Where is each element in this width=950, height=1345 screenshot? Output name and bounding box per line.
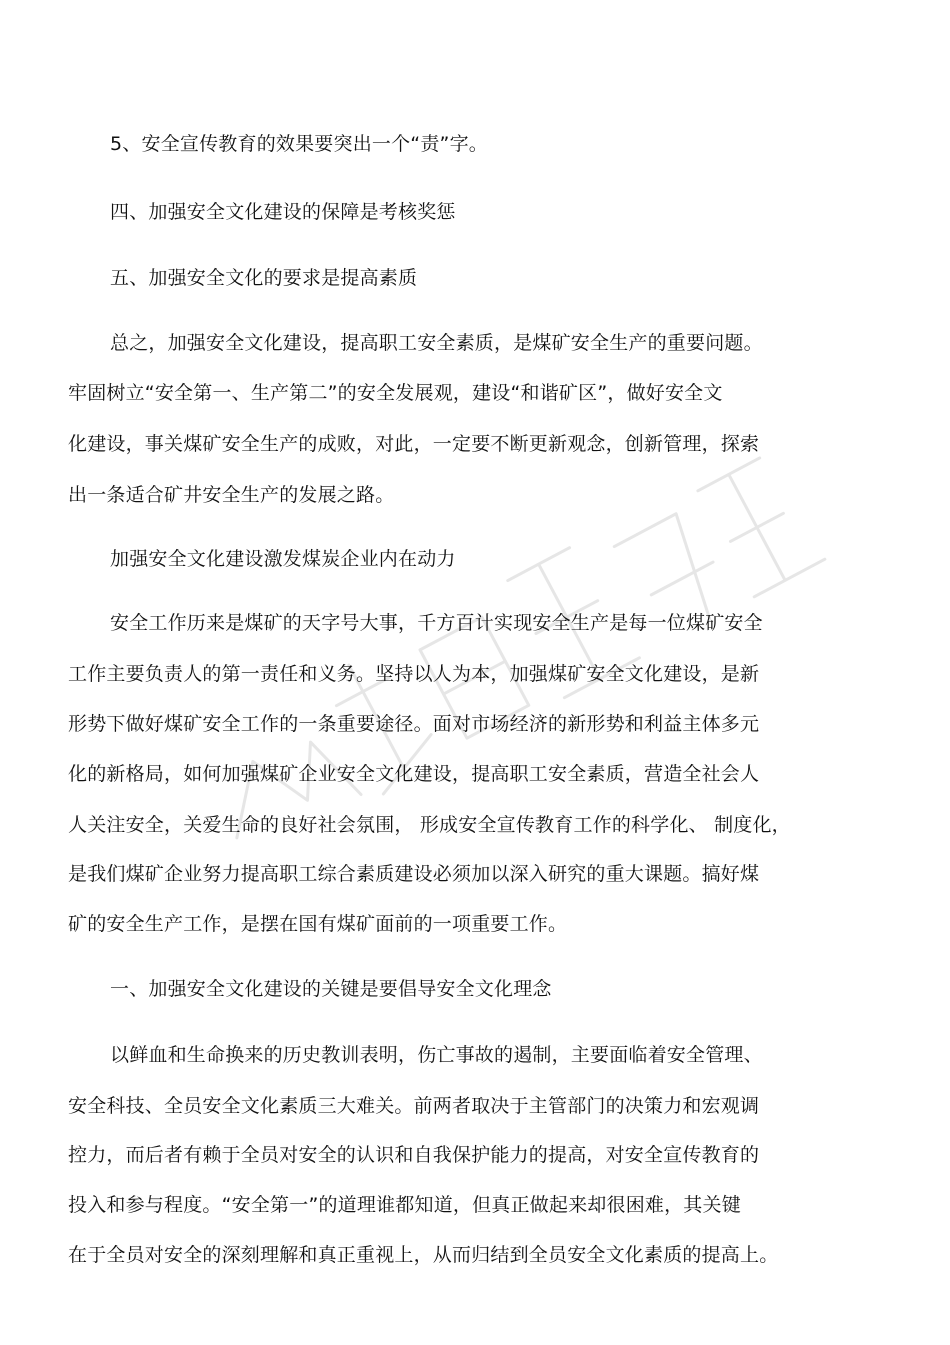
paragraph-line: 安全科技、全员安全文化素质三大难关。前两者取决于主管部门的决策力和宏观调 (68, 1095, 760, 1117)
paragraph-line: 以鲜血和生命换来的历史教训表明，伤亡事故的遏制，主要面临着安全管理、 (110, 1044, 763, 1066)
heading-section-4: 四、加强安全文化建设的保障是考核奖惩 (110, 201, 456, 223)
paragraph-line: 在于全员对安全的深刻理解和真正重视上，从而归结到全员安全文化素质的提高上。 (68, 1244, 779, 1266)
heading-section-5: 五、加强安全文化的要求是提高素质 (110, 267, 418, 289)
paragraph-line: 化的新格局，如何加强煤矿企业安全文化建设，提高职工安全素质，营造全社会人 (68, 763, 760, 785)
paragraph-line: 投入和参与程度。“安全第一”的道理谁都知道，但真正做起来却很困难，其关键 (68, 1194, 741, 1216)
paragraph-line: 出一条适合矿井安全生产的发展之路。 (68, 484, 395, 506)
paragraph-line: 矿的安全生产工作，是摆在国有煤矿面前的一项重要工作。 (68, 913, 568, 935)
heading-section-1: 一、加强安全文化建设的关键是要倡导安全文化理念 (110, 978, 552, 1000)
paragraph-line: 控力，而后者有赖于全员对安全的认识和自我保护能力的提高，对安全宣传教育的 (68, 1144, 760, 1166)
paragraph-line: 总之，加强安全文化建设，提高职工安全素质，是煤矿安全生产的重要问题。 (110, 332, 763, 354)
paragraph-line: 牢固树立“安全第一、生产第二”的安全发展观，建设“和谐矿区”，做好安全文 (68, 382, 723, 404)
paragraph-line: 化建设，事关煤矿安全生产的成败，对此，一定要不断更新观念，创新管理，探索 (68, 433, 760, 455)
paragraph-line: 形势下做好煤矿安全工作的一条重要途径。面对市场经济的新形势和利益主体多元 (68, 713, 760, 735)
paragraph-line: 安全工作历来是煤矿的天字号大事，千方百计实现安全生产是每一位煤矿安全 (110, 612, 763, 634)
paragraph-line: 是我们煤矿企业努力提高职工综合素质建设必须加以深入研究的重大课题。搞好煤 (68, 863, 760, 885)
text-line-1: 5、安全宣传教育的效果要突出一个“责”字。 (110, 133, 488, 155)
paragraph-line: 人关注安全，关爱生命的良好社会氛围， 形成安全宣传教育工作的科学化、 制度化， (68, 814, 791, 836)
paragraph-line: 工作主要负责人的第一责任和义务。坚持以人为本，加强煤矿安全文化建设，是新 (68, 663, 760, 685)
article-title: 加强安全文化建设激发煤炭企业内在动力 (110, 548, 456, 570)
